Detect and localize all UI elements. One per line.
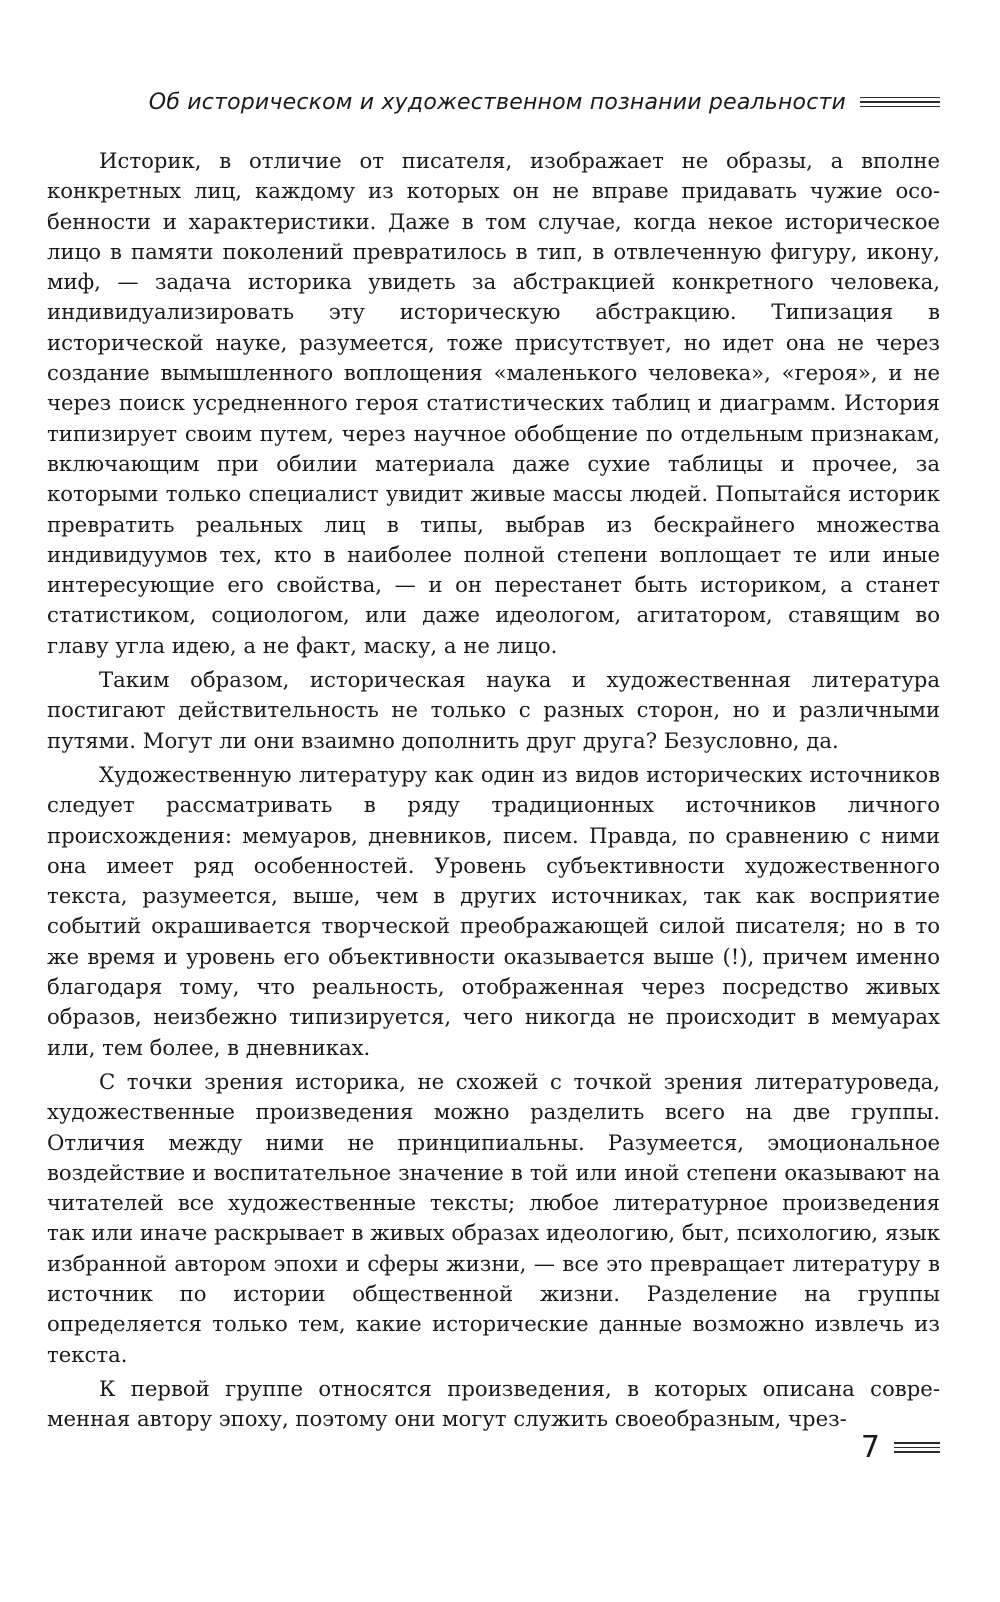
paragraph-4: С точки зрения историка, не схожей с точкой зрения литературоведа, художественные произведения можно разделить всего на две группы. Отличия между ними не принципиальны. Разумеется, эмоциональное воздействие и воспитательное значение в той или иной степени оказывают на читателей все художественные тексты; любое литературное произведения так или иначе раскрывает в живых образах идеологию, быт, психологию, язык избранной автором эпохи и сферы жизни, — все это превращает литературу в источник по истории общественной жизни. Разделение на группы определяется только тем, какие исторические данные возможно извлечь из текста.: [47, 1068, 940, 1367]
ornament-line: [860, 101, 940, 103]
paragraph-1: Историк, в отличие от писателя, изображает не образы, а вполне конкретных лиц, каждому из которых он не вправе придавать чужие особенности и характеристики. Даже в том случае, когда некое историческое лицо в памяти поколений превратилось в тип, в отвлеченную фигуру, икону, миф, — задача историка увидеть за абстракцией конкретного человека, индивидуализировать эту историческую абстракцию. Типизация в исторической науке, разумеется, тоже присутствует, но идет она не через создание вымышленного воплощения «маленького человека», «героя», и не через поиск усредненного героя статистических таблиц и диаграмм. История типизирует своим путем, через научное обобщение по отдельным признакам, включающим при обилии материала даже сухие таблицы и прочее, за которыми только специалист увидит живые массы людей. Попытайся историк превратить реальных лиц в типы, выбрав из бескрайнего множества индивидуумов тех, кто в наиболее полной степени воплощает те или иные интересующие его свойства, — и он перестанет быть историком, а станет статистиком, социологом, или даже идеологом, агитатором, ставящим во главу угла идею, а не факт, маску, а не лицо.: [47, 148, 940, 658]
footer-ornament-lines: [894, 1439, 940, 1456]
running-head: [118, 82, 940, 122]
ornament-line: [894, 1447, 940, 1449]
page-footer: [861, 1430, 940, 1465]
ornament-line: [860, 106, 940, 108]
page-number: 7: [860, 1430, 880, 1465]
paragraph-3: Художественную литературу как один из видов исторических источников следует рассматривать в ряду традиционных источников личного происхождения: мемуаров, дневников, писем. Правда, по сравнению с ними она имеет ряд особенностей. Уровень субъективности художественного текста, разумеется, выше, чем в других источниках, так как восприятие событий окрашивается творческой преображающей силой писателя; но в то же время и уровень его объективности оказывается выше (!), причем именно благодаря тому, что реальность, отображенная через посредство живых образов, неизбежно типизируется, чего никогда не происходит в мемуарах или, тем более, в дневниках.: [47, 761, 940, 1060]
ornament-line: [894, 1451, 940, 1453]
body-text: [47, 146, 940, 1438]
running-title: Об историческом и художественном познании реальности: [148, 89, 846, 115]
paragraph-2: Таким образом, историческая наука и художественная литература постигают действительность не только с разных сторон, но и различными путями. Могут ли они взаимно дополнить друг друга? Безусловно, да.: [47, 667, 940, 753]
ornament-line: [860, 97, 940, 99]
ornament-line: [894, 1442, 940, 1444]
header-ornament-lines: [860, 94, 940, 111]
paragraph-5: К первой группе относятся произведения, в которых описана современная автору эпоху, поэтому они могут служить своеобразным, чрез-: [47, 1375, 940, 1432]
